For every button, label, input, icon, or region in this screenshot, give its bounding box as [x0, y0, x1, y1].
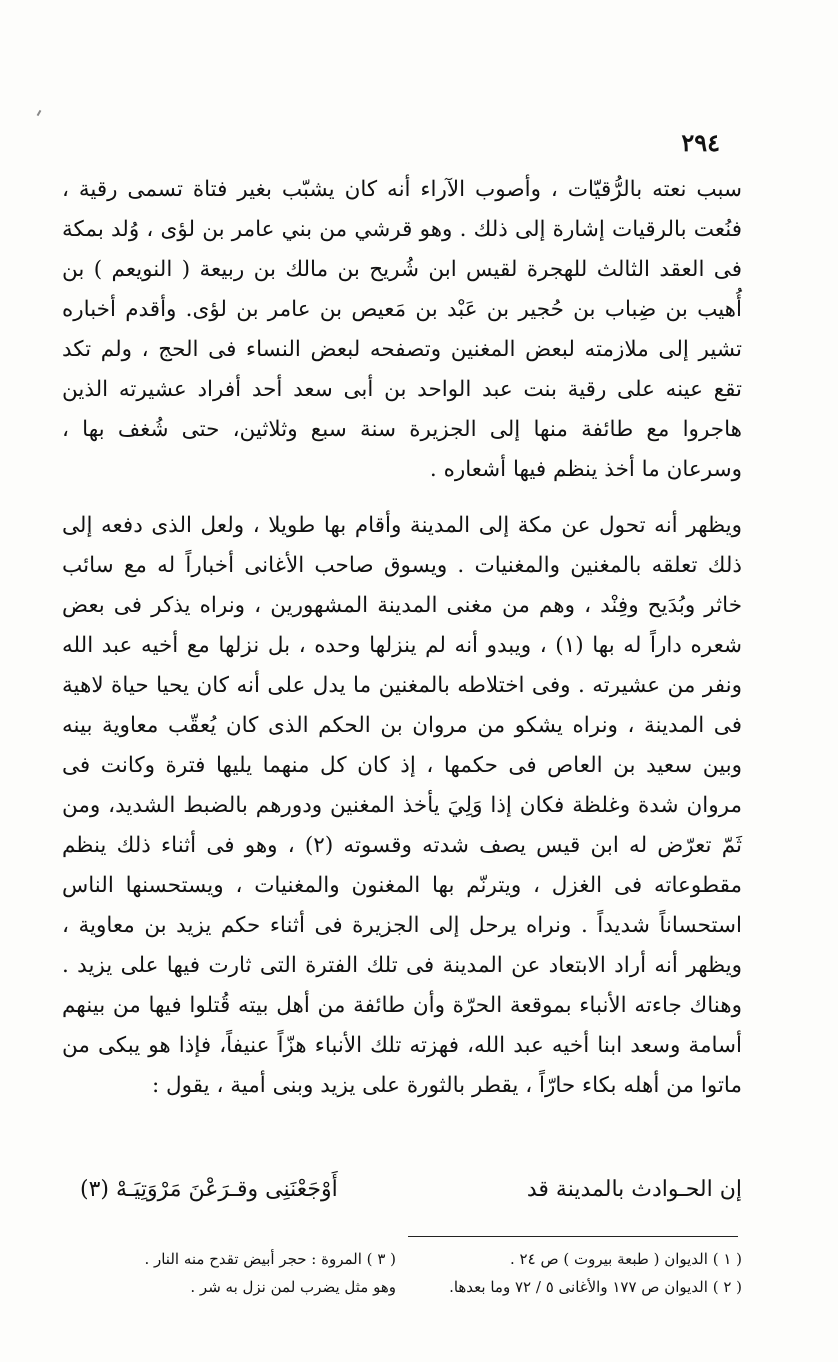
footnote-3-continued: وهو مثل يضرب لمن نزل به شر .: [190, 1278, 396, 1296]
verse-second-hemistich: أَوْجَعْنَنِى وقـرَعْنَ مَرْوَتِيَـهْ (٣): [80, 1177, 338, 1202]
body-text: [62, 170, 742, 1106]
footnote-3: ( ٣ ) المروة : حجر أبيض تقدح منه النار .: [144, 1250, 396, 1268]
page-number: ٢٩٤: [681, 128, 720, 157]
verse-first-hemistich: إن الحـوادث بالمدينة قد: [526, 1177, 742, 1202]
footnote-2: ( ٢ ) الديوان ص ١٧٧ والأغانى ٥ / ٧٢ وما بعدها.: [449, 1278, 742, 1296]
poem-verse: [80, 1170, 742, 1210]
footnote-divider: [408, 1236, 738, 1237]
footnotes-left-column: [76, 1245, 396, 1301]
paragraph-1: سبب نعته بالرُّقيّات ، وأصوب الآراء أنه كان يشبّب بغير فتاة تسمى رقية ، فنُعت بالرقيات إشارة إلى ذلك . وهو قرشي من بني عامر بن لؤى ، وُلد بمكة فى العقد الثالث للهجرة لقيس ابن شُريح بن مالك بن ربيعة ( النويعم ) بن أُهيب بن ضِباب بن حُجير بن عَبْد بن مَعيص بن عامر بن لؤى. وأقدم أخباره تشير إلى ملازمته لبعض المغنين وتصفحه لبعض النساء فى الحج ، ولم تكد تقع عينه على رقية بنت عبد الواحد بن أبى سعد أحد أفراد عشيرته الذين هاجروا مع طائفة منها إلى الجزيرة سنة سبع وثلاثين، حتى شُغف بها ، وسرعان ما أخذ ينظم فيها أشعاره .: [62, 177, 742, 482]
margin-mark: [37, 110, 42, 116]
footnote-1: ( ١ ) الديوان ( طبعة بيروت ) ص ٢٤ .: [510, 1250, 742, 1268]
footnotes-right-column: [402, 1245, 742, 1301]
paragraph-2: ويظهر أنه تحول عن مكة إلى المدينة وأقام بها طويلا ، ولعل الذى دفعه إلى ذلك تعلقه بالمغنين والمغنيات . ويسوق صاحب الأغانى أخباراً له مع سائب خاثر وبُدَيح وفِنْد ، وهم من مغنى المدينة المشهورين ، ونراه يذكر فى بعض شعره داراً له بها (١) ، ويبدو أنه لم ينزلها وحده ، بل نزلها مع أخيه عبد الله ونفر من عشيرته . وفى اختلاطه بالمغنين ما يدل على أنه كان يحيا حياة لاهية فى المدينة ، ونراه يشكو من مروان بن الحكم الذى كان يُعقّب معاوية بينه وبين سعيد بن العاص فى حكمها ، إذ كان كل منهما يليها فترة وكانت فى مروان شدة وغلظة فكان إذا وَلِيَ يأخذ المغنين ودورهم بالضبط الشديد، ومن ثَمّ تعرّض له ابن قيس يصف شدته وقسوته (٢) ، وهو فى أثناء ذلك ينظم مقطوعاته فى الغزل ، ويترنّم بها المغنون والمغنيات ، ويستحسنها الناس استحساناً شديداً . ونراه يرحل إلى الجزيرة فى أثناء حكم يزيد بن معاوية ، ويظهر أنه أراد الابتعاد عن المدينة فى تلك الفترة التى ثارت فيها على يزيد . وهناك جاءته الأنباء بموقعة الحرّة وأن طائفة من أهل بيته قُتلوا فيها من بينهم أسامة وسعد ابنا أخيه عبد الله، فهزته تلك الأنباء هزّاً عنيفاً، فإذا هو يبكى من ماتوا من أهله بكاء حارّاً ، يقطر بالثورة على يزيد وبنى أمية ، يقول :: [62, 513, 743, 1098]
